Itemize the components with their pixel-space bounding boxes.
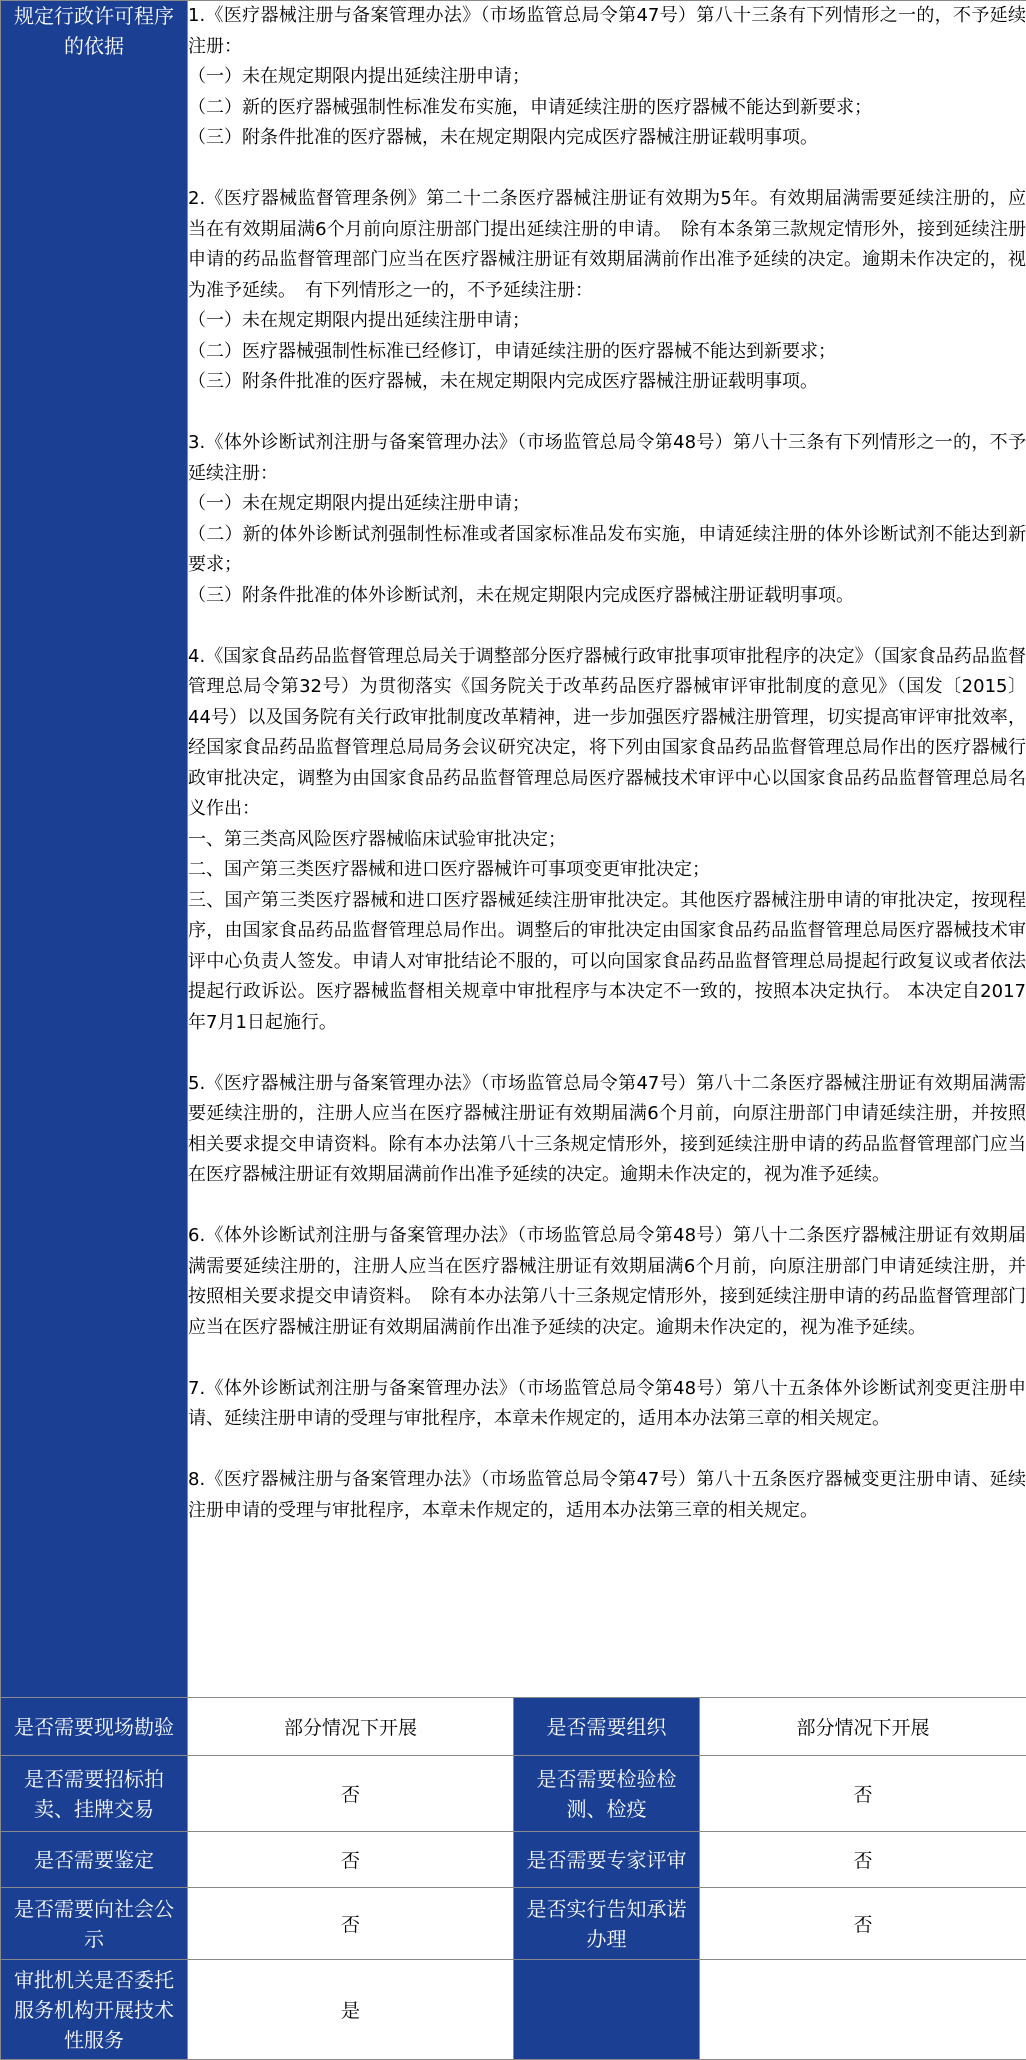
basis-label-text: 规定行政许可程序的依据	[1, 1, 187, 61]
basis-paragraph-5: 5.《医疗器械注册与备案管理办法》（市场监管总局令第47号）第八十二条医疗器械注册证有效期届满需要延续注册的，注册人应当在医疗器械注册证有效期届满6个月前，向原注册部门申请延续注册，并按照相关要求提交申请资料。除有本办法第八十三条规定情形外，接到延续注册申请的药品监督管理部门应当在医疗器械注册证有效期届满前作出准予延续的决定。逾期未作决定的，视为准予延续。	[188, 1069, 1026, 1191]
organize-label: 是否需要组织	[514, 1698, 700, 1756]
table-row	[1, 1832, 1026, 1888]
organize-value: 部分情况下开展	[700, 1698, 1026, 1756]
table-row	[1, 1888, 1026, 1960]
basis-content	[188, 1, 1026, 1698]
table-row	[1, 1698, 1026, 1756]
basis-paragraph-8: 8.《医疗器械注册与备案管理办法》（市场监管总局令第47号）第八十五条医疗器械变更注册申请、延续注册申请的受理与审批程序，本章未作规定的，适用本办法第三章的相关规定。	[188, 1465, 1026, 1526]
basis-row	[1, 1, 1026, 1698]
expert-review-label: 是否需要专家评审	[514, 1832, 700, 1888]
basis-paragraph-7: 7.《体外诊断试剂注册与备案管理办法》（市场监管总局令第48号）第八十五条体外诊断试剂变更注册申请、延续注册申请的受理与审批程序，本章未作规定的，适用本办法第三章的相关规定。	[188, 1374, 1026, 1435]
basis-paragraph-1: 1.《医疗器械注册与备案管理办法》（市场监管总局令第47号）第八十三条有下列情形之一的，不予延续注册： （一）未在规定期限内提出延续注册申请； （二）新的医疗器械强制性标准发布实施，申请延续注册的医疗器械不能达到新要求； （三）附条件批准的医疗器械，未在规定期限内完成医疗器械注册证载明事项。	[188, 1, 1026, 154]
empty-label-cell	[514, 1960, 700, 2060]
basis-paragraph-2: 2.《医疗器械监督管理条例》第二十二条医疗器械注册证有效期为5年。有效期届满需要延续注册的，应当在有效期届满6个月前向原注册部门提出延续注册的申请。 除有本条第三款规定情形外，接到延续注册申请的药品监督管理部门应当在医疗器械注册证有效期届满前作出准予延续的决定。逾期未作决定的，视为准予延续。 有下列情形之一的，不予延续注册： （一）未在规定期限内提出延续注册申请； （二）医疗器械强制性标准已经修订，申请延续注册的医疗器械不能达到新要求； （三）附条件批准的医疗器械，未在规定期限内完成医疗器械注册证载明事项。	[188, 184, 1026, 398]
basis-paragraph-4: 4.《国家食品药品监督管理总局关于调整部分医疗器械行政审批事项审批程序的决定》（国家食品药品监督管理总局令第32号）为贯彻落实《国务院关于改革药品医疗器械审评审批制度的意见》（国发〔2015〕44号）以及国务院有关行政审批制度改革精神，进一步加强医疗器械注册管理，切实提高审评审批效率，经国家食品药品监督管理总局局务会议研究决定，将下列由国家食品药品监督管理总局作出的医疗器械行政审批决定，调整为由国家食品药品监督管理总局医疗器械技术审评中心以国家食品药品监督管理总局名义作出： 一、第三类高风险医疗器械临床试验审批决定； 二、国产第三类医疗器械和进口医疗器械许可事项变更审批决定； 三、国产第三类医疗器械和进口医疗器械延续注册审批决定。其他医疗器械注册申请的审批决定，按现程序，由国家食品药品监督管理总局作出。调整后的审批决定由国家食品药品监督管理总局医疗器械技术审评中心负责人签发。申请人对审批结论不服的，可以向国家食品药品监督管理总局提起行政复议或者依法提起行政诉讼。医疗器械监督相关规章中审批程序与本决定不一致的，按照本决定执行。 本决定自2017年7月1日起施行。	[188, 642, 1026, 1039]
public-notice-value: 否	[188, 1888, 514, 1960]
bidding-label: 是否需要招标拍卖、挂牌交易	[1, 1756, 188, 1832]
basis-paragraph-6: 6.《体外诊断试剂注册与备案管理办法》（市场监管总局令第48号）第八十二条医疗器械注册证有效期届满需要延续注册的，注册人应当在医疗器械注册证有效期届满6个月前，向原注册部门申请延续注册，并按照相关要求提交申请资料。 除有本办法第八十三条规定情形外，接到延续注册申请的药品监督管理部门应当在医疗器械注册证有效期届满前作出准予延续的决定。逾期未作决定的，视为准予延续。	[188, 1221, 1026, 1343]
site-inspection-label: 是否需要现场勘验	[1, 1698, 188, 1756]
site-inspection-value: 部分情况下开展	[188, 1698, 514, 1756]
commitment-label: 是否实行告知承诺办理	[514, 1888, 700, 1960]
testing-quarantine-value: 否	[700, 1756, 1026, 1832]
empty-value-cell	[700, 1960, 1026, 2060]
testing-quarantine-label: 是否需要检验检测、检疫	[514, 1756, 700, 1832]
table-row	[1, 1960, 1026, 2060]
basis-label	[1, 1, 188, 1698]
appraisal-label: 是否需要鉴定	[1, 1832, 188, 1888]
table-row	[1, 1756, 1026, 1832]
appraisal-value: 否	[188, 1832, 514, 1888]
commitment-value: 否	[700, 1888, 1026, 1960]
basis-paragraph-3: 3.《体外诊断试剂注册与备案管理办法》（市场监管总局令第48号）第八十三条有下列情形之一的，不予延续注册： （一）未在规定期限内提出延续注册申请； （二）新的体外诊断试剂强制性标准或者国家标准品发布实施，申请延续注册的体外诊断试剂不能达到新要求； （三）附条件批准的体外诊断试剂，未在规定期限内完成医疗器械注册证载明事项。	[188, 428, 1026, 611]
delegate-service-label: 审批机关是否委托服务机构开展技术性服务	[1, 1960, 188, 2060]
expert-review-value: 否	[700, 1832, 1026, 1888]
bidding-value: 否	[188, 1756, 514, 1832]
delegate-service-value: 是	[188, 1960, 514, 2060]
public-notice-label: 是否需要向社会公示	[1, 1888, 188, 1960]
